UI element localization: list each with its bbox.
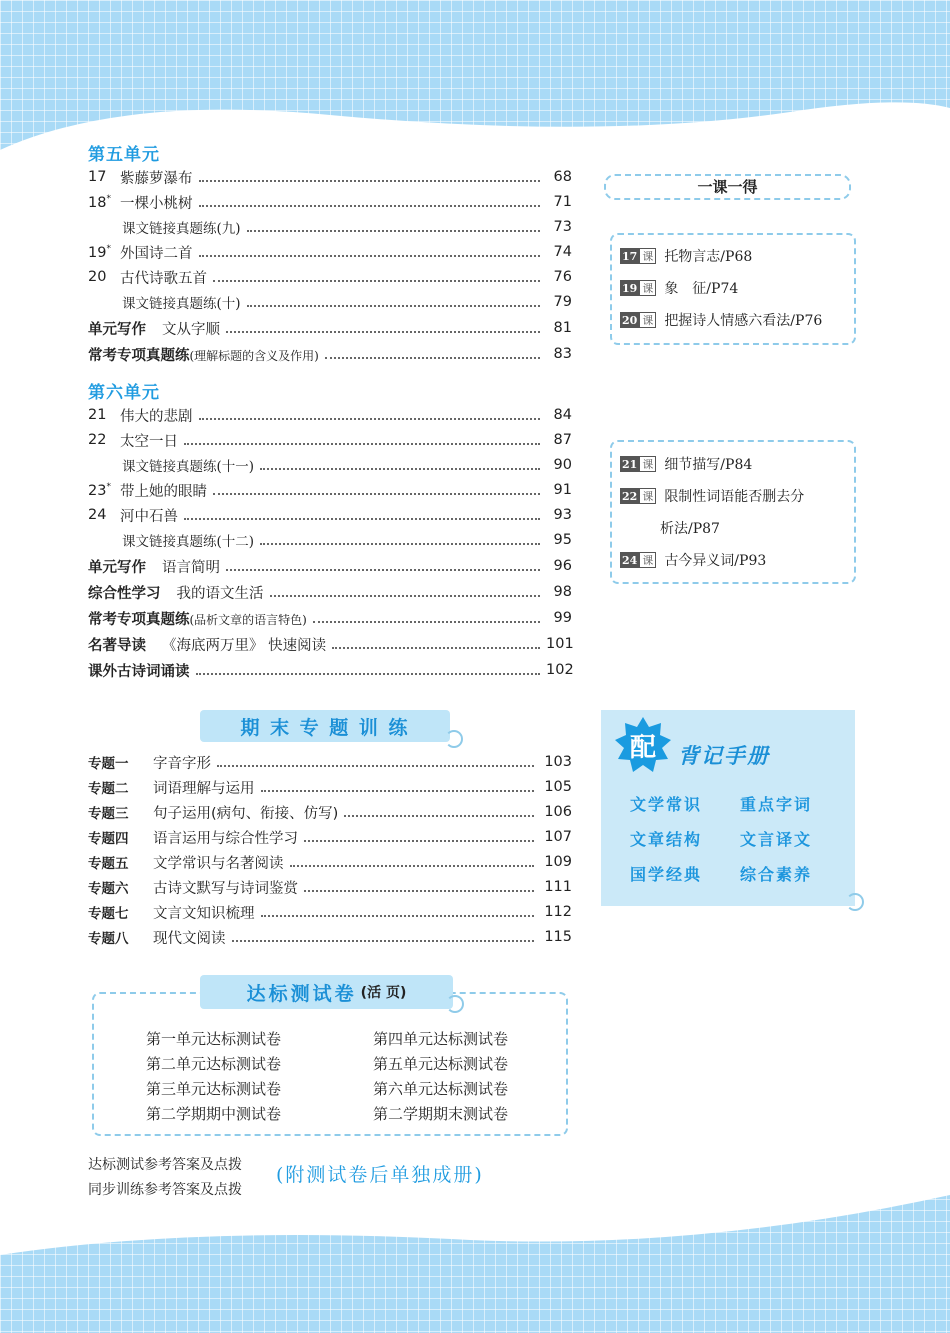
leader-dots	[213, 280, 540, 282]
page-number: 84	[553, 407, 572, 423]
self-study-mark: *	[106, 243, 111, 254]
tests-banner-sub: (活 页)	[360, 985, 407, 1001]
writing-title: 语言简明	[162, 559, 220, 576]
page-number: 91	[553, 482, 572, 498]
handbook-badge: 配	[629, 733, 656, 763]
method-item	[620, 486, 804, 506]
lesson-number-text: 24	[88, 507, 107, 523]
leader-dots	[199, 205, 541, 207]
lesson-title: 带上她的眼睛	[120, 483, 207, 500]
leader-dots	[261, 915, 535, 917]
lesson-title: 古代诗歌五首	[120, 270, 207, 287]
handbook-item: 文学常识	[630, 795, 703, 814]
page-number: 107	[544, 829, 572, 845]
poetry-label: 课外古诗词诵读	[88, 663, 190, 680]
lesson-badge-number: 20	[622, 313, 638, 327]
topic-title: 古诗文默写与诗词鉴赏	[153, 880, 298, 897]
handbook-item: 综合素养	[740, 865, 813, 884]
practice-row[interactable]	[88, 217, 572, 237]
method-item	[620, 310, 822, 330]
special-group	[88, 608, 307, 629]
lesson-number	[88, 194, 120, 211]
lesson-number-text: 18	[88, 194, 107, 211]
page-number: 90	[553, 457, 572, 473]
method-text: 把握诗人情感六看法/P76	[664, 313, 823, 329]
practice-row[interactable]	[88, 530, 572, 550]
lesson-badge	[620, 552, 656, 568]
leader-dots	[226, 331, 540, 333]
lesson-badge-number: 19	[622, 281, 638, 295]
page-number: 87	[553, 432, 572, 448]
lesson-badge	[620, 456, 656, 472]
topic-title: 句子运用(病句、衔接、仿写)	[153, 805, 339, 822]
lesson-number	[88, 407, 120, 423]
leader-dots	[304, 890, 534, 892]
swirl-icon	[446, 995, 464, 1013]
lesson-badge-label: 课	[639, 552, 656, 568]
lesson-number	[88, 432, 120, 448]
lesson-row[interactable]	[88, 267, 572, 287]
test-paper-item[interactable]: 第四单元达标测试卷	[373, 1030, 509, 1048]
leader-dots	[260, 543, 540, 545]
test-paper-item[interactable]: 第二学期期中测试卷	[146, 1105, 282, 1123]
self-study-mark: *	[106, 481, 111, 492]
topic-row[interactable]	[88, 852, 572, 872]
answers-line2: 同步训练参考答案及点拨	[88, 1182, 242, 1198]
method-item	[620, 518, 720, 538]
final-banner	[200, 710, 450, 742]
writing-row[interactable]	[88, 318, 572, 338]
test-paper-item[interactable]: 第三单元达标测试卷	[146, 1080, 282, 1098]
lesson-row[interactable]	[88, 480, 572, 500]
lesson-number	[88, 507, 120, 523]
lesson-title: 河中石兽	[120, 508, 178, 525]
page-number: 68	[553, 169, 572, 185]
practice-title: 课文链接真题练(十一)	[122, 459, 255, 475]
leader-dots	[184, 443, 540, 445]
unit5-title: 第五单元	[88, 145, 160, 165]
lesson-number	[88, 269, 120, 285]
handbook-item: 文言译文	[740, 830, 813, 849]
topic-title: 现代文阅读	[153, 930, 226, 947]
practice-row[interactable]	[88, 455, 572, 475]
topic-row[interactable]	[88, 877, 572, 897]
leader-dots	[213, 493, 540, 495]
leader-dots	[247, 305, 540, 307]
test-paper-item[interactable]: 第二单元达标测试卷	[146, 1055, 282, 1073]
lesson-row[interactable]	[88, 505, 572, 525]
page-number: 98	[553, 584, 572, 600]
topic-label: 专题四	[88, 831, 129, 847]
practice-row[interactable]	[88, 292, 572, 312]
leader-dots	[199, 180, 541, 182]
poetry-row[interactable]	[88, 660, 572, 680]
page-number: 109	[544, 854, 572, 870]
lesson-badge	[620, 488, 656, 504]
handbook-item: 文章结构	[630, 830, 703, 849]
lesson-badge-label: 课	[639, 456, 656, 472]
leader-dots	[261, 790, 535, 792]
page-number: 99	[553, 610, 572, 626]
practice-title: 课文链接真题练(十)	[122, 296, 241, 312]
leader-dots	[196, 673, 541, 675]
lesson-number-text: 20	[88, 269, 107, 285]
topic-title: 词语理解与运用	[153, 780, 255, 797]
lesson-row[interactable]	[88, 430, 572, 450]
writing-label: 单元写作	[88, 559, 146, 576]
lesson-title: 紫藤萝瀑布	[120, 170, 193, 187]
tests-banner	[200, 975, 453, 1009]
topic-title: 字音字形	[153, 755, 211, 772]
lesson-number-text: 19	[88, 244, 107, 261]
writing-title: 文从字顺	[162, 321, 220, 338]
leader-dots	[199, 255, 541, 257]
swirl-icon	[846, 893, 864, 911]
topic-label: 专题六	[88, 881, 129, 897]
lesson-row[interactable]	[88, 167, 572, 187]
method-text: 象 征/P74	[664, 281, 739, 297]
lesson-badge-label: 课	[639, 488, 656, 504]
page-number: 112	[544, 904, 572, 920]
method-text: 限制性词语能否删去分	[664, 489, 805, 505]
lesson-number-text: 22	[88, 432, 107, 448]
topic-label: 专题一	[88, 756, 129, 772]
lesson-row[interactable]	[88, 192, 572, 212]
practice-title: 课文链接真题练(九)	[122, 221, 241, 237]
leader-dots	[184, 518, 540, 520]
lesson-badge	[620, 280, 656, 296]
page-number: 115	[544, 929, 572, 945]
special-group	[88, 344, 319, 365]
test-paper-item[interactable]: 第六单元达标测试卷	[373, 1080, 509, 1098]
swirl-icon	[445, 730, 463, 748]
lesson-title: 一棵小桃树	[120, 195, 193, 212]
leader-dots	[325, 357, 540, 359]
leader-dots	[199, 418, 541, 420]
lesson-badge-number: 21	[622, 457, 638, 471]
lesson-number	[88, 169, 120, 185]
writing-label: 单元写作	[88, 321, 146, 338]
topic-row[interactable]	[88, 752, 572, 772]
leader-dots	[260, 468, 540, 470]
lesson-badge-number: 17	[622, 249, 638, 263]
test-paper-item[interactable]: 第五单元达标测试卷	[373, 1055, 509, 1073]
topic-label: 专题八	[88, 931, 129, 947]
leader-dots	[217, 765, 534, 767]
topic-label: 专题二	[88, 781, 129, 797]
special-sub: (理解标题的含义及作用)	[189, 348, 319, 363]
leader-dots	[313, 621, 540, 623]
lesson-title: 伟大的悲剧	[120, 408, 193, 425]
self-study-mark: *	[106, 193, 111, 204]
lesson-title: 外国诗二首	[120, 245, 193, 262]
integrated-row[interactable]	[88, 582, 572, 602]
lesson-number-text: 17	[88, 169, 107, 185]
integrated-title: 我的语文生活	[176, 585, 264, 602]
special-label: 常考专项真题练	[88, 611, 190, 628]
lesson-number	[88, 482, 120, 499]
leader-dots	[304, 840, 534, 842]
lesson-badge	[620, 248, 656, 264]
topic-row[interactable]	[88, 777, 572, 797]
method-text: 托物言志/P68	[664, 249, 753, 265]
lesson-badge-number: 22	[622, 489, 638, 503]
lesson-badge-label: 课	[639, 248, 656, 264]
topic-label: 专题七	[88, 906, 129, 922]
leader-dots	[270, 595, 541, 597]
unit6-title: 第六单元	[88, 383, 160, 403]
method-text: 细节描写/P84	[664, 457, 753, 473]
special-label: 常考专项真题练	[88, 347, 190, 364]
page-number: 81	[553, 320, 572, 336]
page-number: 93	[553, 507, 572, 523]
page-number: 79	[553, 294, 572, 310]
page-number: 83	[553, 346, 572, 362]
topic-row[interactable]	[88, 827, 572, 847]
lesson-badge	[620, 312, 656, 328]
topic-title: 文言文知识梳理	[153, 905, 255, 922]
page-number: 103	[544, 754, 572, 770]
lesson-title: 太空一日	[120, 433, 178, 450]
lesson-badge-label: 课	[639, 280, 656, 296]
special-sub: (品析文章的语言特色)	[189, 612, 307, 627]
page-number: 96	[553, 558, 572, 574]
topic-title: 语言运用与综合性学习	[153, 830, 298, 847]
special-row[interactable]	[88, 344, 572, 364]
answers-note: (附测试卷后单独成册)	[276, 1164, 484, 1186]
page-number: 71	[553, 194, 572, 210]
page-number: 106	[544, 804, 572, 820]
page-number: 95	[553, 532, 572, 548]
practice-title: 课文链接真题练(十二)	[122, 534, 255, 550]
test-paper-item[interactable]: 第一单元达标测试卷	[146, 1030, 282, 1048]
lesson-badge-label: 课	[639, 312, 656, 328]
handbook-title: 背记手册	[678, 744, 770, 768]
lesson-number-text: 21	[88, 407, 107, 423]
topic-title: 文学常识与名著阅读	[153, 855, 284, 872]
lesson-number-text: 23	[88, 482, 107, 499]
lesson-row[interactable]	[88, 405, 572, 425]
topic-label: 专题三	[88, 806, 129, 822]
method-item	[620, 550, 766, 570]
page-number: 76	[553, 269, 572, 285]
topic-row[interactable]	[88, 927, 572, 947]
page-number: 74	[553, 244, 572, 260]
method-text: 古今异义词/P93	[664, 553, 767, 569]
answers-line1: 达标测试参考答案及点拨	[88, 1157, 242, 1173]
leader-dots	[290, 865, 535, 867]
page-number: 102	[546, 662, 574, 678]
leader-dots	[226, 569, 540, 571]
method-item	[620, 246, 752, 266]
test-paper-item[interactable]: 第二学期期末测试卷	[373, 1105, 509, 1123]
page-number: 101	[546, 636, 574, 652]
topic-label: 专题五	[88, 856, 129, 872]
handbook-item: 国学经典	[630, 865, 703, 884]
integrated-label: 综合性学习	[88, 585, 161, 602]
lesson-number	[88, 244, 120, 261]
leader-dots	[344, 815, 534, 817]
tests-banner-text: 达标测试卷	[246, 982, 357, 1005]
page-number: 73	[553, 219, 572, 235]
topic-row[interactable]	[88, 902, 572, 922]
leader-dots	[232, 940, 535, 942]
special-row[interactable]	[88, 608, 572, 628]
page-number: 111	[544, 879, 572, 895]
page-number: 105	[544, 779, 572, 795]
lesson-badge-number: 24	[622, 553, 638, 567]
writing-row[interactable]	[88, 556, 572, 576]
classic-row[interactable]	[88, 634, 572, 654]
topic-row[interactable]	[88, 802, 572, 822]
method-item	[620, 454, 752, 474]
classic-title: 《海底两万里》 快速阅读	[162, 637, 327, 654]
classic-label: 名著导读	[88, 637, 146, 654]
side-header: 一课一得	[697, 178, 758, 196]
method-item	[620, 278, 738, 298]
leader-dots	[247, 230, 540, 232]
handbook-item: 重点字词	[740, 795, 813, 814]
final-banner-text: 期 末 专 题 训 练	[240, 716, 410, 739]
leader-dots	[332, 647, 540, 649]
lesson-row[interactable]	[88, 242, 572, 262]
method-text: 析法/P87	[660, 521, 720, 537]
